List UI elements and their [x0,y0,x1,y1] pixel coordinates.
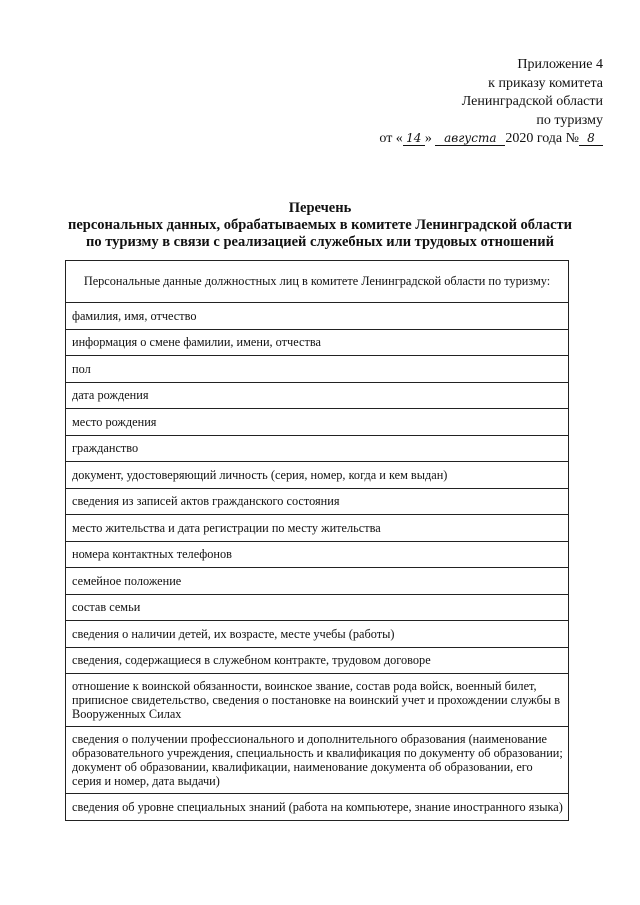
appendix-tourism: по туризму [536,112,603,128]
number-sign: № [565,131,579,146]
handwritten-number: 8 [579,132,603,146]
table-cell: сведения из записей актов гражданского состояния [66,488,569,515]
table-row [66,382,569,409]
table-row [66,303,569,330]
table-row [66,515,569,542]
handwritten-month: августа [435,132,505,146]
table-cell: дата рождения [66,382,569,409]
table-cell: семейное положение [66,568,569,595]
table-row [66,541,569,568]
appendix-header [379,56,603,149]
appendix-order-ref: к приказу комитета [488,75,603,91]
table-row [66,647,569,674]
table-row [66,409,569,436]
table-row [66,674,569,727]
appendix-committee: Ленинградской области [461,94,603,109]
table-row [66,794,569,821]
table-cell: пол [66,356,569,383]
title-line-1: Перечень [288,200,352,216]
table-header-cell: Персональные данные должностных лиц в комитете Ленинградской области по туризму: [66,261,569,303]
table-cell: номера контактных телефонов [66,541,569,568]
document-title [40,200,600,251]
title-line-2: персональных данных, обрабатываемых в комитете Ленинградской области [68,217,572,233]
table-cell: сведения о получении профессионального и дополнительного образования (наименование образовательного учреждения, специальность и квалификация по документу об образовании; документ об образовании, квалификации, наименование документа об образовании, его серия и номер, дата выдачи) [66,727,569,794]
table-row [66,488,569,515]
table-cell: документ, удостоверяющий личность (серия, номер, когда и кем выдан) [66,462,569,489]
table-cell: место рождения [66,409,569,436]
table-row [66,594,569,621]
table-cell: сведения, содержащиеся в служебном контракте, трудовом договоре [66,647,569,674]
table-cell: гражданство [66,435,569,462]
table-row [66,462,569,489]
table-row [66,329,569,356]
table-row [66,568,569,595]
date-prefix: от « [379,131,403,146]
table-cell: отношение к воинской обязанности, воинское звание, состав рода войск, военный билет, приписное свидетельство, сведения о постановке на воинский учет и прохождении службы в Вооруженных Силах [66,674,569,727]
table-row [66,727,569,794]
table-row [66,621,569,648]
handwritten-day: 14 [403,132,425,146]
table-row [66,435,569,462]
table-row [66,356,569,383]
table-cell: информация о смене фамилии, имени, отчества [66,329,569,356]
appendix-number: Приложение 4 [517,57,603,72]
table-cell: фамилия, имя, отчество [66,303,569,330]
table-cell: место жительства и дата регистрации по месту жительства [66,515,569,542]
date-year: 2020 года [505,131,563,146]
date-mid: » [424,131,432,146]
personal-data-table [65,260,569,821]
order-date-line [379,130,603,149]
table-cell: сведения об уровне специальных знаний (работа на компьютере, знание иностранного языка) [66,794,569,821]
table-header-row [66,261,569,303]
title-line-3: по туризму в связи с реализацией служебных или трудовых отношений [86,234,554,250]
table-cell: состав семьи [66,594,569,621]
table-cell: сведения о наличии детей, их возрасте, месте учебы (работы) [66,621,569,648]
